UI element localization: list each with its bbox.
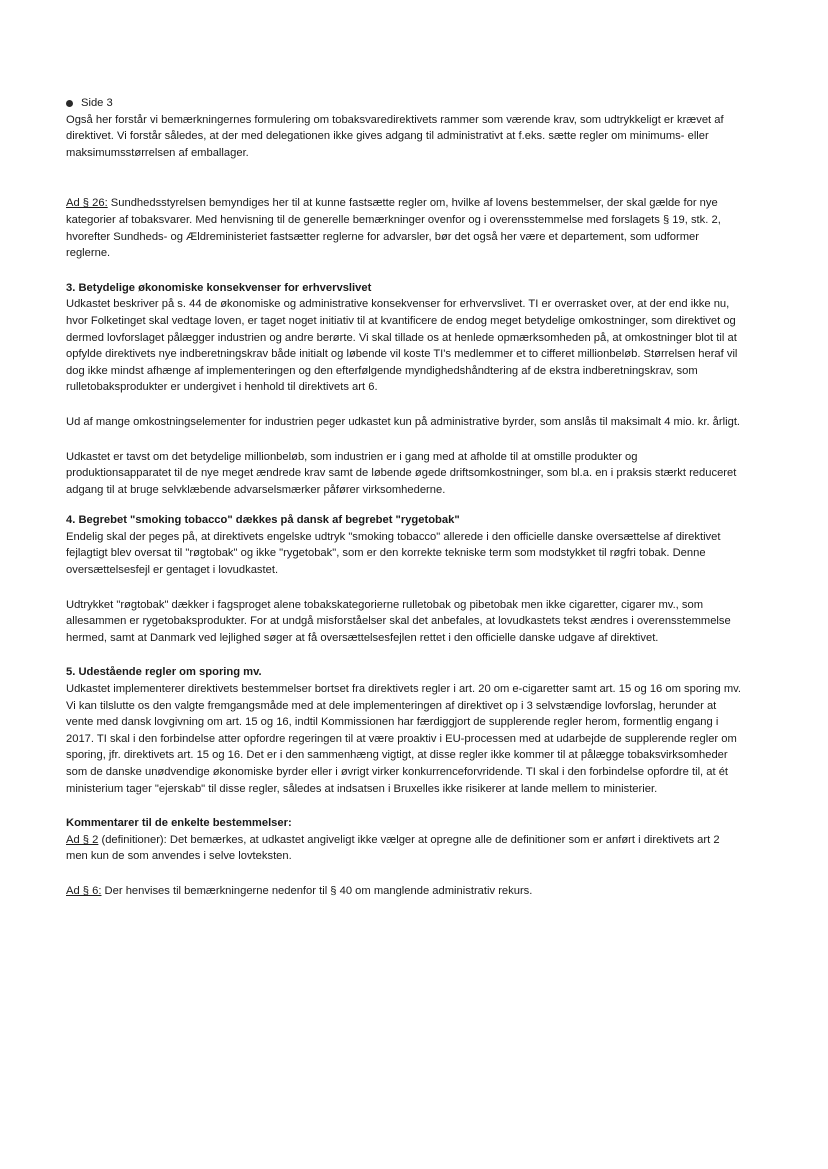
page-number-line [66, 95, 742, 112]
ad-26-paragraph [66, 195, 742, 261]
ad-6-paragraph [66, 883, 742, 900]
section-3-paragraph-1: Udkastet beskriver på s. 44 de økonomiske og administrative konsekvenser for erhvervslivet. TI er overrasket over, at der end ikke nu, hvor Folketinget skal vedtage loven, er taget noget initiativ til at kvantificere de endog meget betydelige omkostninger, som direktivet og dermed lovforslaget pålægger industrien og andre berørte. Vi skal tillade os at henlede opmærksomheden på, at omkostninger blot til at opfylde direktivets nye indberetningskrav både initialt og løbende vil koste TI's medlemmer et to cifferet millionbeløb. Størrelsen heraf vil dog ikke mindst afhænge af implementeringen og den efterfølgende myndighedshåndtering af de ekstra indberetningskrav, som rulletobaksprodukter er undergivet i henhold til direktivets art 6. [66, 298, 738, 394]
ad-2-ref: Ad § 2 [66, 833, 99, 846]
section-3-heading: 3. Betydelige økonomiske konsekvenser for erhvervslivet [66, 281, 372, 294]
section-4-paragraph-1: Endelig skal der peges på, at direktivets engelske udtryk "smoking tobacco" allerede i den officielle danske oversættelse af direktivet fejlagtigt blev oversat til "røgtobak" og ikke "rygetobak", som er den korrekte tekniske term som modstykket til røgfri tobak. Denne oversættelsesfejl er gentaget i lovudkastet. [66, 530, 721, 577]
section-3-paragraph-2: Ud af mange omkostningselementer for industrien peger udkastet kun på administrative byrder, som anslås til maksimalt 4 mio. kr. årligt. [66, 415, 741, 428]
ad-26-ref: Ad § 26: [66, 197, 108, 210]
section-4-paragraph-2: Udtrykket "røgtobak" dækker i fagsproget alene tobakskategorierne rulletobak og pibetobak men ikke cigaretter, cigarer mv., som allesammen er rygetobaksprodukter. For at undgå misforståelser skal det anbefales, at lovudkastets tekst ændres i overensstemmelse hermed, samt at Danmark ved lejlighed søger at få oversættelsesfejlen rettet i den officielle danske udgave af direktivet. [66, 598, 731, 644]
bullet-icon [66, 100, 73, 107]
comments-heading: Kommentarer til de enkelte bestemmelser: [66, 817, 292, 830]
ad-6-ref: Ad § 6: [66, 884, 102, 897]
ad-2-text: (definitioner): Det bemærkes, at udkastet angiveligt ikke vælger at opregne alle de definitioner som er anført i direktivets art 2 men kun de som anvendes i selve lovteksten. [66, 833, 720, 863]
document-body [66, 95, 742, 900]
section-4-heading: 4. Begrebet "smoking tobacco" dækkes på dansk af begrebet "rygetobak" [66, 514, 460, 527]
page-label: Side 3 [81, 97, 113, 109]
section-5-paragraph-1: Udkastet implementerer direktivets bestemmelser bortset fra direktivets regler i art. 20 om e-cigaretter samt art. 15 og 16 om sporing mv. Vi kan tilslutte os den valgte fremgangsmåde med at dele implementeringen af direktivet op i 3 selvstændige lovforslag, herunder at vente med dansk lovgivning om art. 15 og 16, indtil Kommissionen har færdiggjort de supplerende regler herom, formentlig engang i 2017. TI skal i den forbindelse atter opfordre regeringen til at være proaktiv i EU-processen med at udarbejde de supplerende regler om sporing, jfr. direktivets art. 15 og 16. Det er i den sammenhæng vigtigt, at disse regler ikke kommer til at pålægge tobaksvirksomheder som de danske unødvendige økonomiske byrder eller i øvrigt virker konkurrenceforvridende. TI skal i den forbindelse opfordre til, at ét ministerium tager "ejerskab" til disse regler, således at indsatsen i Bruxelles ikke risikerer at lande mellem to ministerier. [66, 683, 742, 795]
intro-paragraph: Også her forstår vi bemærkningernes formulering om tobaksvaredirektivets rammer som værende krav, som udtrykkeligt er krævet af direktivet. Vi forstår således, at der med delegationen ikke gives adgang til administrativt at f.eks. sætte regler om minimums- eller maksimumsstørrelsen af emballager. [66, 113, 724, 159]
section-5-heading: 5. Udestående regler om sporing mv. [66, 666, 262, 679]
section-3-paragraph-3: Udkastet er tavst om det betydelige millionbeløb, som industrien er i gang med at afholde til at omstille produkter og produktionsapparatet til de nye meget ændrede krav samt de løbende øgede driftsomkostninger, som bl.a. en i praksis stærkt reduceret adgang til at bruge selvklæbende advarselsmærker påfører virksomhederne. [66, 450, 737, 496]
ad-6-text: Der henvises til bemærkningerne nedenfor til § 40 om manglende administrativ rekurs. [101, 884, 533, 897]
ad-2-paragraph [66, 832, 742, 865]
ad-26-text: Sundhedsstyrelsen bemyndiges her til at kunne fastsætte regler om, hvilke af lovens bestemmelser, der skal gælde for nye kategorier af tobaksvarer. Med henvisning til de generelle bemærkninger ovenfor og i overensstemmelse med forslagets § 19, stk. 2, hvorefter Sundheds- og Ældreministeriet fastsætter reglerne for advarsler, bør det også her være et departement, som udformer reglerne. [66, 197, 721, 260]
